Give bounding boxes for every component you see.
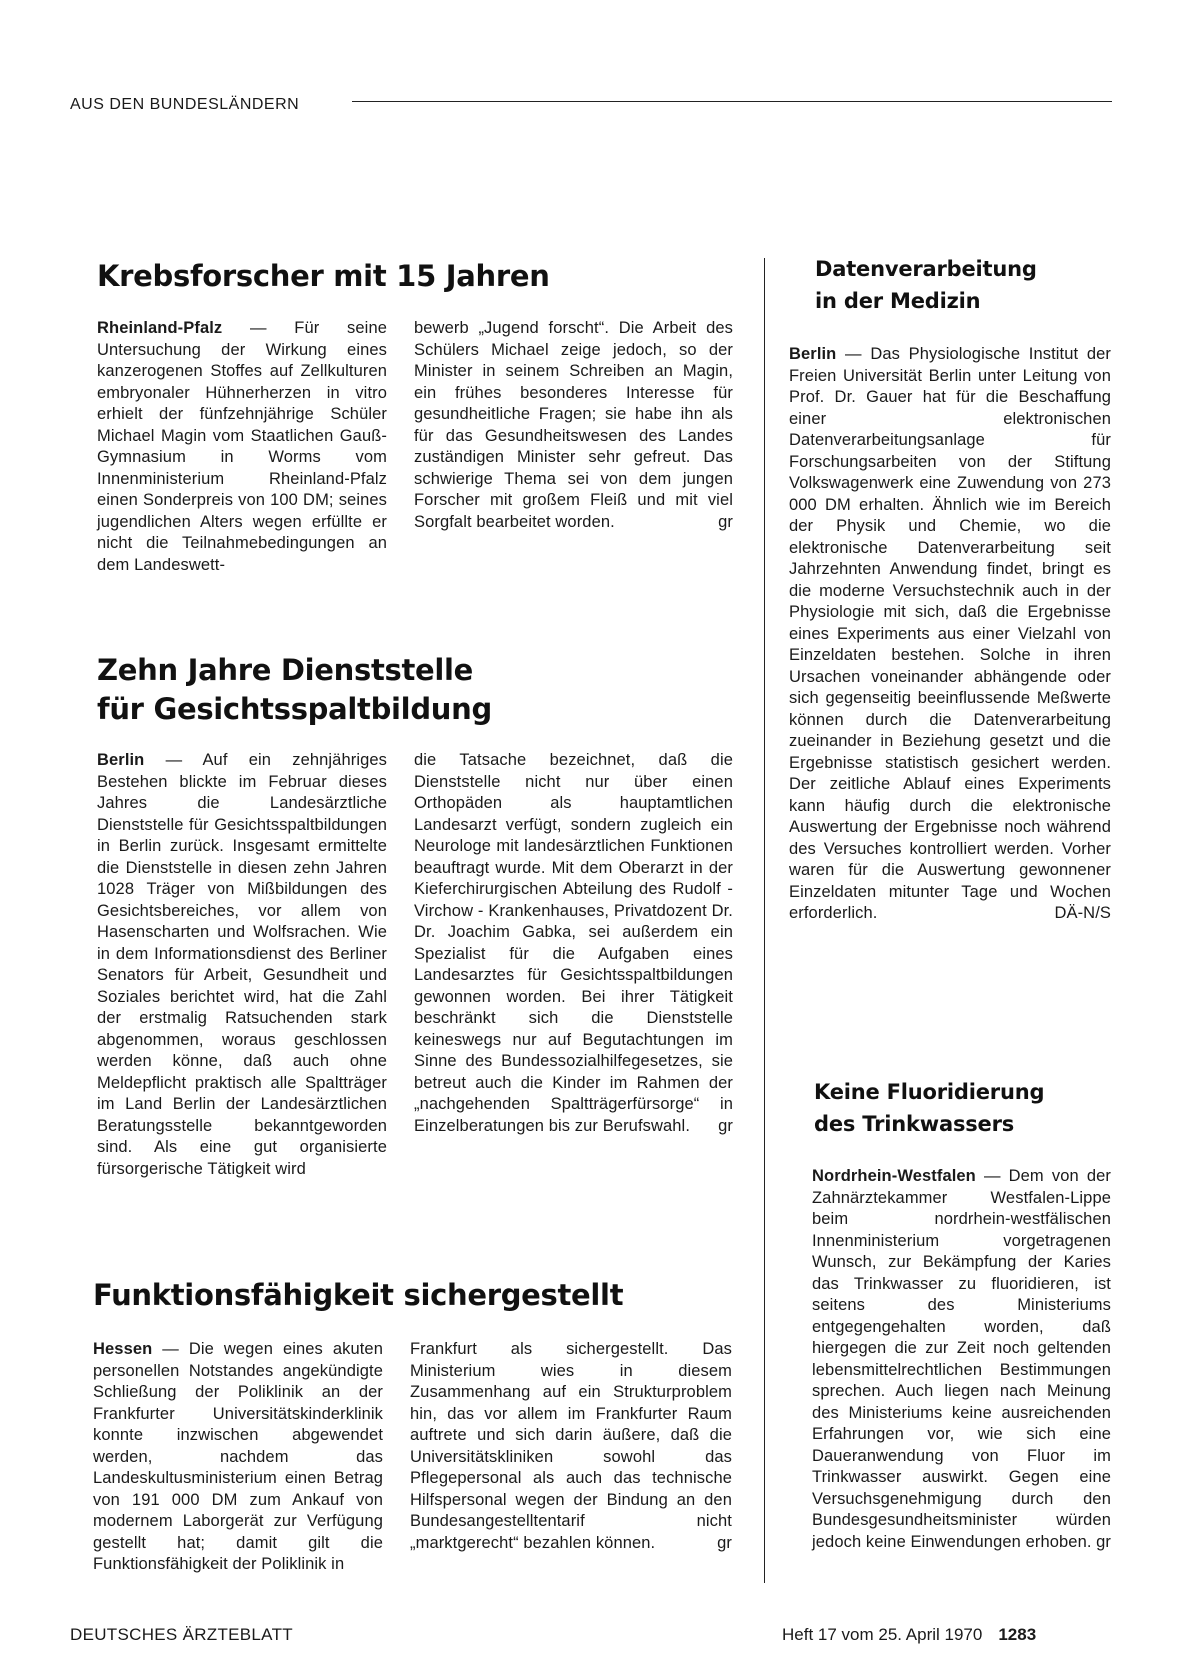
issue-date: Heft 17 vom 25. April 1970	[782, 1625, 983, 1644]
article-fluoridierung-body	[812, 1166, 1111, 1553]
body-text: die Tatsache bezeichnet, daß die Dienststelle nicht nur über einen Orthopäden als hauptamtlichen Landesarzt verfügt, sondern zugleich ein Neurologe mit landesärztlichen Funktionen beauftragt wurde. Mit dem Oberarzt in der Kieferchirurgischen Abteilung des Rudolf - Virchow - Krankenhauses, Privatdozent Dr. Dr. Joachim Gabka, sei außerdem ein Spezialist für die Aufgaben eines Landesarztes für Gesichtsspaltbildungen gewonnen worden. Bei ihrer Tätigkeit beschränkt sich die Dienststelle keineswegs nur auf Begutachtungen im Sinne des Bundessozialhilfegesetzes, sie betreut auch die Kinder im Rahmen der „nachgehenden Spaltträgerfürsorge“ in Einzelberatungen bis zur Berufswahl.	[414, 751, 733, 1135]
article-funktion-col2	[410, 1339, 732, 1554]
article-title-dienststelle-line1: Zehn Jahre Dienststelle	[97, 653, 474, 687]
author-signature: DÄ-N/S	[1054, 904, 1111, 922]
article-datenverarbeitung-body	[789, 344, 1111, 925]
article-krebsforscher-col1	[97, 318, 387, 576]
issue-info	[782, 1625, 1036, 1645]
author-signature: gr	[718, 512, 733, 531]
body-text: — Das Physiologische Institut der Freien Universität Berlin unter Leitung von Prof. Dr. Gauer hat für die Beschaffung einer elektronischen Datenverarbeitungsanlage für Forschungsarbeiten von der Stiftung Volkswagenwerk eine Zuwendung von 273 000 DM erhalten. Ähnlich wie im Bereich der Physik und Chemie, wo die elektronische Datenverarbeitung seit Jahrzehnten Anwendung findet, bringt es die moderne Versuchstechnik auch in der Physiologie mit sich, daß die Ergebnisse eines Experiments aus einer Vielzahl von Einzeldaten bestehen. Solche in ihren Ursachen voneinander abhängende oder sich gegenseitig beeinflussende Meßwerte können durch die Datenverarbeitung zueinander in Beziehung gesetzt und die Ergebnisse statistisch gesichert werden. Der zeitliche Ablauf eines Experiments kann häufig durch die elektronische Auswertung der Ergebnisse noch während des Versuches kontrolliert werden. Vorher waren für die Auswertung gewonnener Einzeldaten mitunter Tage und Wochen erforderlich.	[789, 345, 1111, 922]
article-krebsforscher-col2	[414, 318, 733, 533]
dateline: Rheinland-Pfalz	[97, 319, 223, 337]
dateline: Berlin	[789, 345, 837, 363]
body-text: — Auf ein zehnjähriges Bestehen blickte im Februar dieses Jahres die Landesärztliche Dienststelle für Gesichtsspaltbildungen in Berlin zurück. Insgesamt ermittelte die Dienststelle in diesen zehn Jahren 1028 Träger von Mißbildungen des Gesichtsbereiches, vor allem von Hasenscharten und Wolfsrachen. Wie in dem Informationsdienst des Berliner Senators für Arbeit, Gesundheit und Soziales berichtet wird, hat die Zahl der erstmalig Ratsuchenden stark abgenommen, woraus geschlossen werden könne, daß auch ohne Meldepflicht praktisch alle Spaltträger im Land Berlin der Landesärztlichen Beratungsstelle bekanntgeworden sind. Als eine gut organisierte fürsorgerische Tätigkeit wird	[97, 751, 387, 1178]
author-signature: gr	[718, 1116, 733, 1135]
body-text: bewerb „Jugend forscht“. Die Arbeit des Schülers Michael zeige jedoch, so der Minister in seinem Schreiben an Magin, ein frühes besonderes Interesse für gesundheitliche Fragen; sie habe ihn als für das Gesundheitswesen des Landes zuständigen Minister sehr gefreut. Das schwierige Thema sei von dem jungen Forscher mit großem Fleiß und mit viel Sorgfalt bearbeitet worden.	[414, 319, 733, 531]
article-title-krebsforscher: Krebsforscher mit 15 Jahren	[97, 259, 550, 293]
dateline: Hessen	[93, 1340, 153, 1358]
body-text: — Die wegen eines akuten personellen Notstandes angekündigte Schließung der Poliklinik an der Frankfurter Universitätskinderklinik konnte inzwischen abgewendet werden, nachdem das Landeskultusministerium einen Betrag von 191 000 DM zum Ankauf von modernem Laborgerät zur Verfügung gestellt hat; damit gilt die Funktionsfähigkeit der Poliklinik in	[93, 1340, 383, 1573]
author-signature: gr	[1096, 1532, 1111, 1551]
author-signature: gr	[717, 1533, 732, 1552]
body-text: Frankfurt als sichergestellt. Das Ministerium wies in diesem Zusammenhang auf ein Strukturproblem hin, das vor allem im Frankfurter Raum auftrete und sich darin äußere, daß die Universitätskliniken sowohl das Pflegepersonal als auch das technische Hilfspersonal wegen der Bindung an den Bundesangestelltentarif nicht „marktgerecht“ bezahlen können.	[410, 1340, 732, 1552]
running-head: AUS DEN BUNDESLÄNDERN	[70, 96, 300, 113]
page-number: 1283	[998, 1625, 1037, 1644]
article-title-datenverarbeitung-line2: in der Medizin	[815, 289, 981, 313]
article-title-dienststelle-line2: für Gesichtsspaltbildung	[97, 692, 492, 726]
dateline: Berlin	[97, 751, 145, 769]
article-title-fluoridierung-line1: Keine Fluoridierung	[814, 1080, 1045, 1104]
article-funktion-col1	[93, 1339, 383, 1576]
column-divider	[764, 258, 765, 1583]
article-dienststelle-col1	[97, 750, 387, 1180]
journal-name: DEUTSCHES ÄRZTEBLATT	[70, 1625, 293, 1644]
article-title-datenverarbeitung-line1: Datenverarbeitung	[815, 257, 1037, 281]
header-rule	[352, 101, 1112, 102]
article-title-funktion: Funktionsfähigkeit sichergestellt	[93, 1278, 624, 1312]
body-text: — Dem von der Zahnärztekammer Westfalen-Lippe beim nordrhein-westfälischen Innenministerium vorgetragenen Wunsch, zur Bekämpfung der Karies das Trinkwasser zu fluoridieren, ist seitens des Ministeriums entgegengehalten worden, daß hiergegen die zur Zeit noch geltenden lebensmittelrechtlichen Bestimmungen sprechen. Auch liegen nach Meinung des Ministeriums keine ausreichenden Erfahrungen vor, wie sich eine Daueranwendung von Fluor im Trinkwasser auswirkt. Gegen eine Versuchsgenehmigung durch den Bundesgesundheitsminister würden jedoch keine Einwendungen erhoben.	[812, 1167, 1111, 1551]
body-text: — Für seine Untersuchung der Wirkung eines kanzerogenen Stoffes auf Zellkulturen embryonaler Hühnerherzen in vitro erhielt der fünfzehnjährige Schüler Michael Magin vom Staatlichen Gauß-Gymnasium in Worms vom Innenministerium Rheinland-Pfalz einen Sonderpreis von 100 DM; seines jugendlichen Alters wegen erfüllte er nicht die Teilnahmebedingungen an dem Landeswett-	[97, 319, 387, 574]
article-dienststelle-col2	[414, 750, 733, 1137]
article-title-fluoridierung-line2: des Trinkwassers	[814, 1112, 1015, 1136]
dateline: Nordrhein-Westfalen	[812, 1167, 976, 1185]
